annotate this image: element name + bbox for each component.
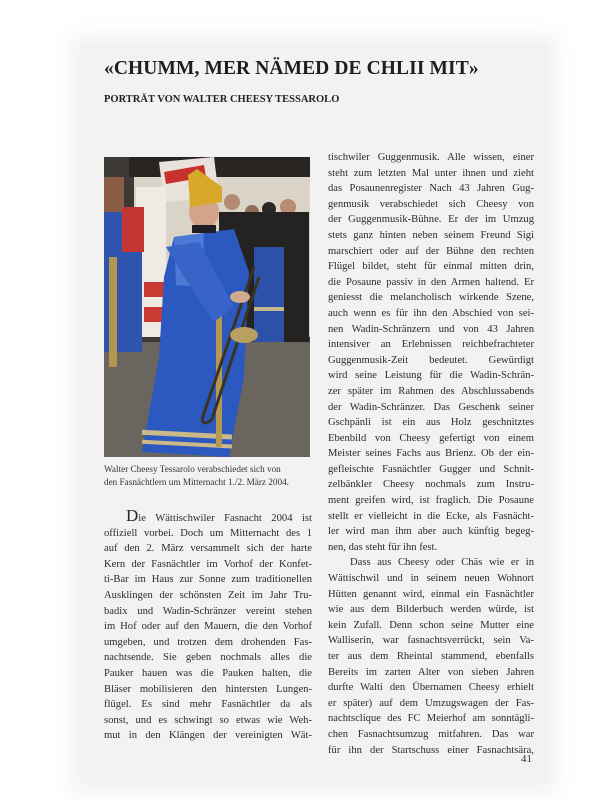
text-line: kein Zufall. Denn schon seine Mutter eine xyxy=(328,619,534,631)
text-line: im Hof oder auf den Mauern, die den Vorhof xyxy=(104,621,312,633)
text-line: auf den 2. März versammelt sich der harte xyxy=(104,543,312,555)
text-line: Pauker hauen was die Pauken halten, die xyxy=(104,667,312,679)
photo-person-head xyxy=(224,194,240,210)
photo-trombone-bell xyxy=(230,327,258,343)
text-line: tischwiler Guggenmusik. Alle wissen, einer xyxy=(328,152,534,163)
text-line: gefleischte Fasnächtler Gugger und Schnit- xyxy=(328,463,534,475)
text-line: zelbänkler Cheesy nochmals zum Instru- xyxy=(328,479,534,491)
text-line: ment greifen wird, ist fraglich. Die Posaune xyxy=(328,495,534,507)
text-line: nen, das steht für ihn fest. xyxy=(328,541,438,553)
text-line: Meister seines Fachs aus Brienz. Ob der ein- xyxy=(328,448,534,460)
photo-left-trim xyxy=(109,257,117,367)
text-line: wird seine Leistung für die Wadin-Schrän- xyxy=(328,370,534,382)
text-line-content: ie Wättischwiler Fasnacht 2004 ist xyxy=(138,513,312,524)
text-line: marschiert oder auf der Bühne den rechten xyxy=(328,245,534,257)
text-line: Bläser mobilisieren den hintersten Lungen- xyxy=(104,683,312,695)
text-line: Flügel bildet, steht für einmal mitten drin, xyxy=(328,261,534,273)
text-line: durfte Walti den Übernamen Cheesy erhielt xyxy=(328,682,534,694)
text-line: Dass aus Cheesy oder Chäs wie er in xyxy=(350,557,534,569)
photo-pillar-stripe xyxy=(144,282,164,297)
text-line: Walliserin, war fasnachtsverrückt, sein Va- xyxy=(328,635,534,647)
text-line: flügel. Es sind mehr Fasnächtler da als xyxy=(104,699,312,711)
photo-red-jacket xyxy=(122,207,144,252)
photo-pillar-stripe xyxy=(144,307,164,322)
text-line: nachtsende. Sie geben nochmals alles die xyxy=(104,652,312,664)
text-line: badix und Wadin-Schränzer vereint stehen xyxy=(104,605,312,617)
photo-ceiling xyxy=(129,157,310,177)
text-line: stets ganz hinten neben seinem Freund Sigi xyxy=(328,229,534,241)
text-line: genmusik verabschiedet sich Cheesy von xyxy=(328,198,534,210)
text-line: auch wenn es für ihn den Abschied von sei- xyxy=(328,307,534,319)
text-line: mut in den Klängen der vereinigten Wät- xyxy=(104,730,312,742)
text-line: ter aus dem Rheintal stammend, ebenfalls xyxy=(328,651,534,662)
right-column xyxy=(328,150,534,758)
text-line: der Guggenmusik-Bühne. Er der im Umzug xyxy=(328,214,534,226)
text-line: nen Wadin-Schränzern und von 43 Jahren xyxy=(328,323,534,335)
photo-left-head xyxy=(104,177,124,217)
text-line xyxy=(104,506,312,526)
text-line: geniesst die melancholisch wirkende Szene, xyxy=(328,292,534,304)
text-line: Ebenbild von Cheesy gefertigt von einem xyxy=(328,432,534,444)
article-title: «CHUMM, MER NÄMED DE CHLII MIT» xyxy=(104,58,479,79)
text-line: das Posaunenregister Nach 43 Jahren Gug- xyxy=(328,183,534,195)
drop-cap: D xyxy=(126,506,139,525)
left-column xyxy=(104,506,312,744)
article-photo xyxy=(104,157,310,457)
text-line: Hütten genannt wird, einmal ein Fasnächtler xyxy=(328,588,534,600)
photo-hands xyxy=(230,291,250,303)
photo-robe-trim xyxy=(254,307,284,311)
photo-collar xyxy=(192,225,216,233)
text-line: ti-Bar im Haus zur Sonne zum traditionellen xyxy=(104,574,312,586)
text-line: offiziell vorbei. Doch um Mitternacht des 1 xyxy=(104,527,312,539)
caption-line: Walter Cheesy Tessarolo verabschiedet sich von xyxy=(104,464,281,474)
text-line: Ausklingen der schönsten Zeit im Jahr Tru- xyxy=(104,589,312,601)
text-line: Kern der Fasnächtler im Vorhof der Konfet- xyxy=(104,558,312,570)
text-line: der Wadin-Schränzer. Das Geschenk seiner xyxy=(328,401,534,413)
page-number: 41 xyxy=(521,753,532,765)
text-line: Wättischwil und in seinem neuen Wohnort xyxy=(328,573,534,585)
text-line: steht zum letzten Mal unter ihnen und zieht xyxy=(328,167,534,179)
text-line: sonst, und es schwingt so etwas wie Weh- xyxy=(104,714,312,726)
text-line: nachtsclique des FC Meierhof am sonntägli- xyxy=(328,713,534,725)
text-line: intensiver an Erlebnissen reichbefrachteter xyxy=(328,339,534,351)
text-line: stellt er vielleicht in die Ecke, als Fasnächt- xyxy=(328,510,534,522)
caption-line: den Fasnächtlern um Mitternacht 1./2. März 2004. xyxy=(104,476,289,487)
text-line: ler wird man ihm aber auch künftig begeg- xyxy=(328,526,534,538)
article-subtitle: PORTRÄT VON WALTER CHEESY TESSAROLO xyxy=(104,94,340,105)
text-line: chen Fasnachtsumzug mitfahren. Das war xyxy=(328,728,534,740)
photo-caption xyxy=(104,463,316,488)
text-line: umgeben, und trotzen dem drohenden Fas- xyxy=(104,636,312,648)
text-line: Bereits im zarten Alter von sieben Jahren xyxy=(328,666,534,678)
photo-robe-background xyxy=(254,247,284,342)
text-line: die Posaune passiv in den Armen haltend. Er xyxy=(328,276,534,288)
text-line: Gschpänli ist ein aus Holz geschnitztes xyxy=(328,417,534,429)
text-line: zer später im Rahmen des Abschlussabends xyxy=(328,385,534,397)
photo-illustration xyxy=(104,157,310,457)
text-line: für ihn der Startschuss einer Fasnachtsära, xyxy=(328,744,534,756)
text-line: er später) auf dem Umzugswagen der Fas- xyxy=(328,697,534,709)
text-line: Guggenmusik-Zeit bedeutet. Gewürdigt xyxy=(328,354,534,366)
text-line: wie aus dem Bilderbuch werden würde, ist xyxy=(328,604,534,616)
